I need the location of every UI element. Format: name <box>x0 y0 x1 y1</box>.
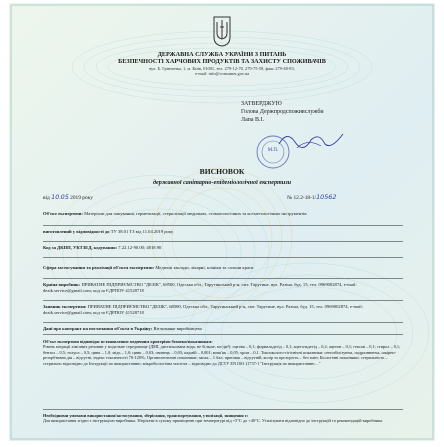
date-day: 10 <box>51 193 60 201</box>
divider <box>43 300 403 301</box>
divider <box>43 334 403 335</box>
safety-text: Рівень міграції хімічних речовин у модельне середовище (ДМІ, дистильована вода, не більше, мг/дм³): оцтова – 0,1; формальдегід – 0,1; ацетальдегід – 0,2; ацетон – 0,1; гексан – 0,1; стирол – 0,1; бензол – 0,5; толуол – 0,5; цинк – 1,0; мідь – 1,0; цинк – 0,03; свинець – 0,03; кадмій – 0,001; миш'як – 0,05; хром – 0,1. Токсиколого-гігієнічні показники: сенсибілізуюча, подразнююча, шкірно-резорбтивна дія – відсутні, індекс токсичності 70-120%; Органолептичні показники: запах – 1 бал; присмак – відсутній, колір та прозорість – без змін; Біологічні показники: стерильність – стерильно відповідно до Інструкції по використанню; мікробіологічна чистота – відповідно до ДСТУ EN ISO 11737-1 "Інструкція по використанню…" <box>43 344 401 366</box>
field-contract: Дані про контракт на постачання об'єкта в Україну: Вітчизняне виробництво <box>43 326 202 331</box>
field-manufacturer: Країна виробник: ПРИВАТНЕ ПІДПРИЄМСТВО "ДЕЗІК", 68500, Одеська обл., Тарутинський р-н, смт. Тарутине, вул. Разіна, буд. 15, тел. 0969002874, e-mail: dezik.service@gmail.com; код за ЄДРПОУ 41528718 <box>43 282 357 293</box>
field-scope: Сфера застосування та реалізації об'єкта експертизи: Медичні заклади, лікарні, клініки та салони краси <box>43 265 254 270</box>
divider <box>43 409 403 410</box>
field-codes: Код за ДКПП, УКТЗЕД, кодування: 7.22.12-90.00; 4818.90 <box>43 245 162 250</box>
date-year: 2019 року <box>70 195 93 201</box>
required-conditions <box>43 413 403 424</box>
divider <box>43 257 403 258</box>
agency-address: вул. Б. Грінченка, 1, м. Київ, 01001, тел. 279-12-70, 279-75-58, факс 279-48-83, <box>149 66 295 71</box>
conditions-text: Для використання згідно з інструкцією виробника. Зберігати в сухому приміщенні при температурі від +5°С до +40°С. Утилізувати відповідно до інструкцій та рекомендацій виробника. <box>43 418 384 424</box>
document-number-prefix: № 12.2-18-1/ <box>287 195 317 201</box>
divider <box>43 225 403 226</box>
approval-heading: ЗАТВЕРДЖУЮ <box>241 101 282 107</box>
divider <box>43 322 403 323</box>
approval-position: Голова Держпродспоживслужби <box>241 109 324 115</box>
agency-name-line2: БЕЗПЕЧНОСТІ ХАРЧОВИХ ПРОДУКТІВ ТА ЗАХИСТУ СПОЖИВАЧІВ <box>118 58 326 65</box>
conditions-heading: Необхідними умовами використання/застосування, зберігання, транспортування, утилізації, знищення є: <box>43 413 249 418</box>
safety-heading: Об'єкт експертизи відповідає встановленим медичним критеріям безпеки/показникам: <box>43 339 213 344</box>
certificate-page <box>9 3 435 441</box>
safety-criteria <box>43 339 403 366</box>
field-specification: виготовлений у відповідності до ТУ 38.01 ТЗ від 11.04.2019 року <box>43 229 174 234</box>
agency-email: e-mail: info@consumer.gov.ua <box>194 71 250 76</box>
document-number <box>287 193 336 201</box>
document-title: ВИСНОВОК <box>199 167 245 176</box>
document-subtitle: державної санітарно-епідеміологічної експертизи <box>152 179 292 186</box>
agency-name-line1: ДЕРЖАВНА СЛУЖБА УКРАЇНИ З ПИТАНЬ <box>157 51 287 58</box>
stamp-label: М.П. <box>267 148 279 153</box>
field-object: Об'єкт експертизи: Матеріали для пакування, герметизації, стерилізації медичних, стоматологічних та косметологічних інструментів <box>43 211 307 216</box>
document-number-value: 10562 <box>316 193 337 201</box>
approval-name: Лапа В.І. <box>241 117 265 123</box>
field-applicant: Заявник експертизи: ПРИВАТНЕ ПІДПРИЄМСТВО "ДЕЗІК", 68500, Одеська обл., Тарутинський р-н, смт. Тарутине, вул. Разіна, буд. 15, тел. 0969002874, e-mail: dezik.service@gmail.com; код за ЄДРПОУ 41528718 <box>43 304 363 315</box>
date-line: від 10.05 2019 року <box>43 193 93 201</box>
divider <box>43 241 403 242</box>
date-month: 05 <box>60 193 69 201</box>
trident-emblem-icon <box>212 15 232 47</box>
official-stamp <box>255 134 291 170</box>
divider <box>43 278 403 279</box>
date-prefix: від <box>43 195 50 201</box>
